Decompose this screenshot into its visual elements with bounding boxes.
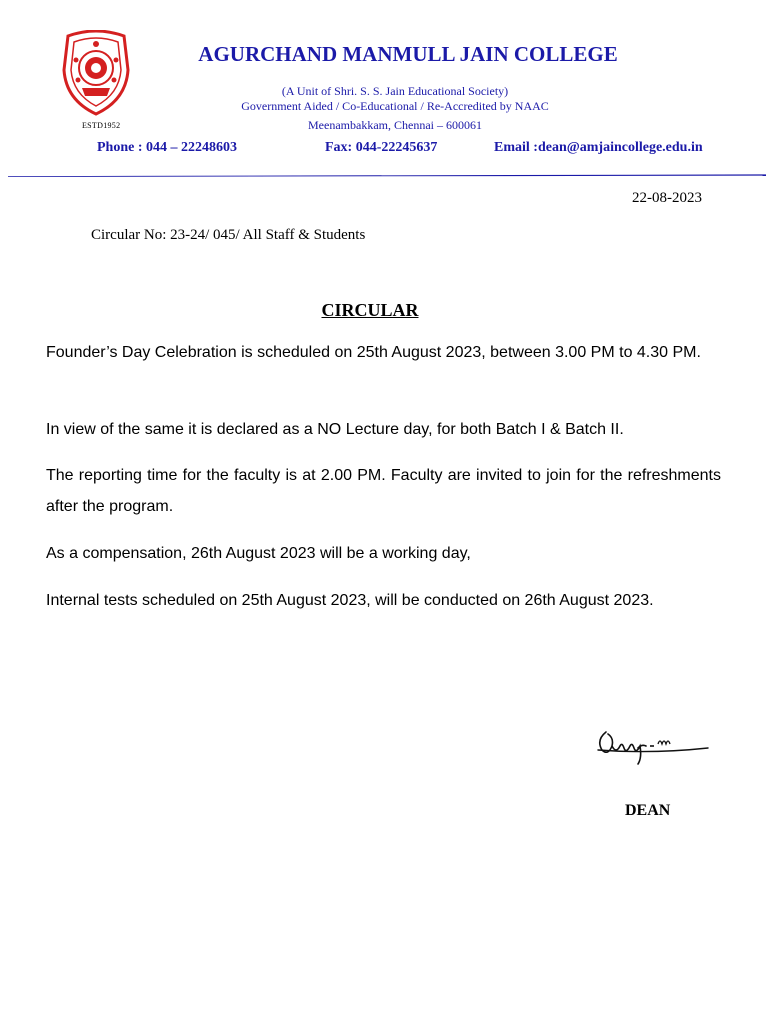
established-year: ESTD1952 <box>82 121 121 130</box>
circular-heading: CIRCULAR <box>321 300 419 320</box>
dean-signature <box>592 724 710 770</box>
status-line: Government Aided / Co-Educational / Re-Accredited by NAAC <box>241 99 549 113</box>
body-paragraph: The reporting time for the faculty is at 2.00 PM. Faculty are invited to join for the refreshments after the program. <box>46 467 721 515</box>
phone-number: Phone : 044 – 22248603 <box>97 140 237 155</box>
fax-number: Fax: 044-22245637 <box>325 140 438 155</box>
signatory-title: DEAN <box>625 802 671 819</box>
address-line: Meenambakkam, Chennai – 600061 <box>308 118 482 132</box>
header-divider <box>8 174 766 177</box>
body-paragraph: In view of the same it is declared as a NO Lecture day, for both Batch I & Batch II. <box>46 421 624 438</box>
body-paragraph: As a compensation, 26th August 2023 will be a working day, <box>46 545 471 562</box>
email-address[interactable]: Email :dean@amjaincollege.edu.in <box>494 140 703 155</box>
unit-line: (A Unit of Shri. S. S. Jain Educational Society) <box>281 84 509 98</box>
circular-number: Circular No: 23-24/ 045/ All Staff & Students <box>91 227 366 243</box>
body-paragraph: Founder’s Day Celebration is scheduled on 25th August 2023, between 3.00 PM to 4.30 PM. <box>46 344 701 361</box>
body-paragraph: Internal tests scheduled on 25th August 2023, will be conducted on 26th August 2023. <box>46 592 654 609</box>
circular-date: 22-08-2023 <box>632 190 702 206</box>
college-name: AGURCHAND MANMULL JAIN COLLEGE <box>198 42 618 66</box>
